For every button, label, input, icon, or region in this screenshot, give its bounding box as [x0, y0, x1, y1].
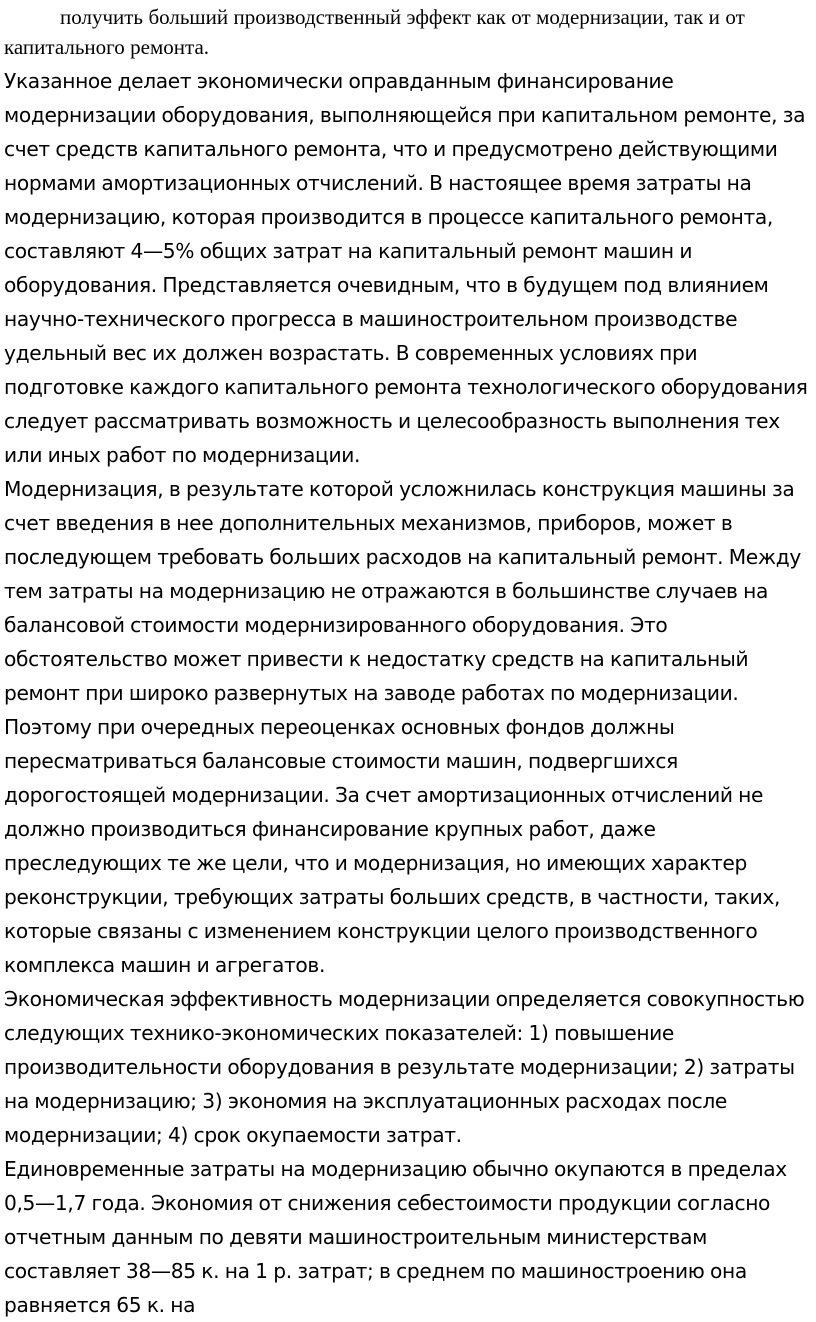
lead-paragraph: получить больший производственный эффект как от модернизации, так и от капитального ремонта. — [4, 5, 745, 59]
paragraph-efficiency: Экономическая эффективность модернизации определяется совокупностью следующих технико-экономических показателей: 1) повышение производительности оборудования в результате модернизации; 2) затраты на модернизацию; 3) экономия на эксплуатационных расходах после модернизации; 4) срок окупаемости затрат. — [4, 987, 805, 1147]
paragraph-payback: Единовременные затраты на модернизацию обычно окупаются в пределах 0,5—1,7 года. Экономия от снижения себестоимости продукции согласно отчетным данным по девяти машиностроительным министерствам составляет 38—85 к. на 1 р. затрат; в среднем по машиностроению она равняется 65 к. на — [4, 1157, 787, 1317]
paragraph-complexity: Модернизация, в результате которой усложнилась конструкция машины за счет введения в нее дополнительных механизмов, приборов, может в последующем требовать больших расходов на капитальный ремонт. Между тем затраты на модернизацию не отражаются в большинстве случаев на балансовой стоимости модернизированного оборудования. Это обстоятельство может привести к недостатку средств на капитальный ремонт при широко развернутых на заводе работах по модернизации. Поэтому при очередных переоценках основных фондов должны пересматриваться балансовые стоимости машин, подвергшихся дорогостоящей модернизации. За счет амортизационных отчислений не должно производиться финансирование крупных работ, даже преследующих те же цели, что и модернизация, но имеющих характер реконструкции, требующих затраты больших средств, в частности, таких, которые связаны с изменением конструкции целого производственного комплекса машин и агрегатов. — [4, 477, 801, 977]
paragraph-financing: Указанное делает экономически оправданным финансирование модернизации оборудования, выполняющейся при капитальном ремонте, за счет средств капитального ремонта, что и предусмотрено действующими нормами амортизационных отчислений. В настоящее время затраты на модернизацию, которая производится в процессе капитального ремонта, составляют 4—5% общих затрат на капитальный ремонт машин и оборудования. Представляется очевидным, что в будущем под влиянием научно-технического прогресса в машиностроительном производстве удельный вес их должен возрастать. В современных условиях при подготовке каждого капитального ремонта технологического оборудования следует рассматривать возможность и целесообразность выполнения тех или иных работ по модернизации. — [4, 69, 808, 467]
